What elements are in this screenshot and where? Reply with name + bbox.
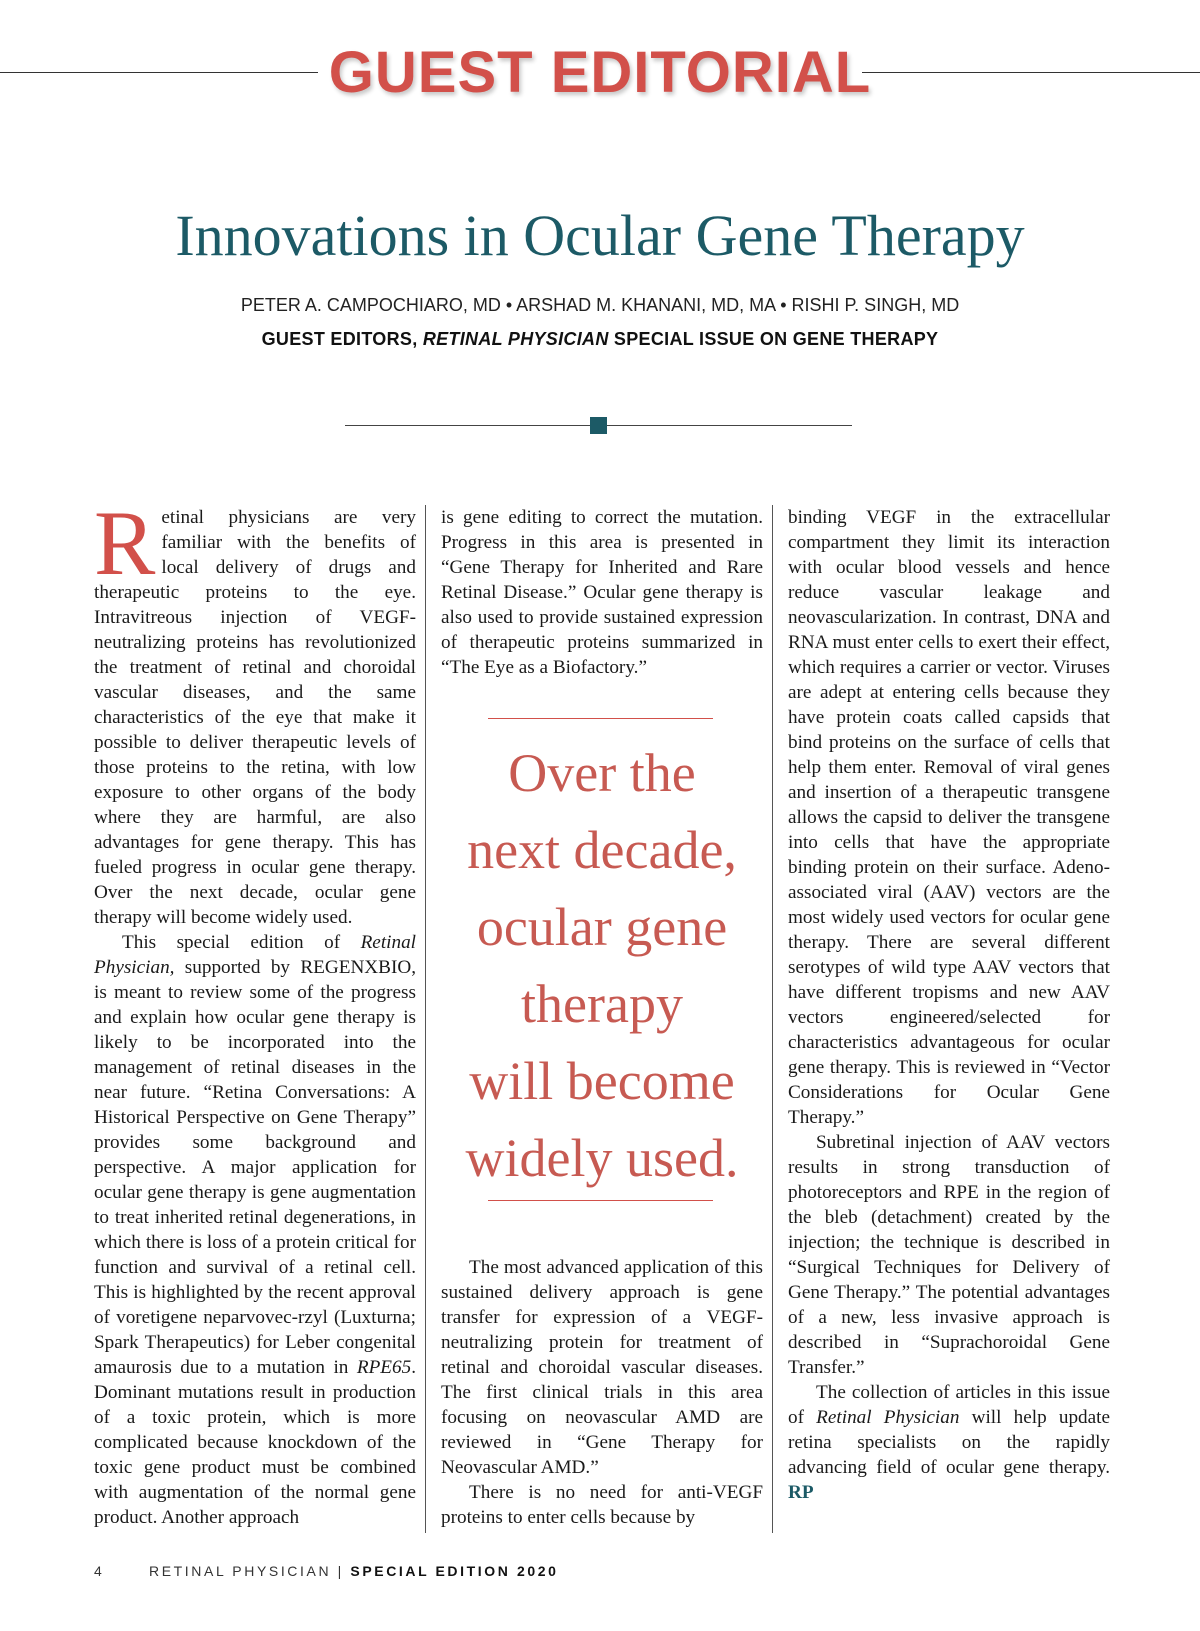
article-title: Innovations in Ocular Gene Therapy: [175, 203, 1025, 268]
section-label: GUEST EDITORIAL: [328, 40, 872, 105]
body-column-2-lower: [441, 1255, 763, 1530]
column-divider: [425, 505, 426, 1533]
column-divider: [772, 505, 773, 1533]
journal-name: Retinal Physician: [816, 1407, 960, 1428]
paragraph-text: . Dominant mutations result in production of a toxic protein, which is more complicated because knockdown of the toxic gene product must be combined with augmentation of the normal gene product. Another approach: [94, 1357, 416, 1528]
publication-footer: [149, 1563, 559, 1579]
body-column-2: [441, 505, 763, 680]
pull-quote-line: Over the: [508, 743, 696, 803]
end-mark: RP: [788, 1482, 814, 1503]
pull-quote: [441, 735, 763, 1197]
editors-prefix: GUEST EDITORS,: [261, 329, 423, 349]
journal-name: Retinal Physician,: [94, 932, 416, 978]
editors-suffix: SPECIAL ISSUE ON GENE THERAPY: [608, 329, 939, 349]
body-column-3: [788, 505, 1110, 1505]
pull-quote-rule-top: [488, 718, 713, 719]
gene-name: RPE65: [356, 1357, 412, 1378]
pull-quote-line: will become: [469, 1051, 735, 1111]
ornament-square: [590, 417, 607, 434]
pull-quote-line: next decade,: [467, 820, 737, 880]
ornament-line-right: [607, 425, 852, 426]
paragraph-continued: is gene editing to correct the mutation. Progress in this area is presented in “Gene Therapy for Inherited and Rare Retinal Disease.” Ocular gene therapy is also used to provide sustained expression of therapeutic proteins summarized in “The Eye as a Biofactory.”: [441, 507, 763, 678]
edition-label: SPECIAL EDITION 2020: [350, 1563, 559, 1579]
page-number: 4: [94, 1563, 102, 1579]
paragraph: Subretinal injection of AAV vectors results in strong transduction of photoreceptors and RPE in the region of the bleb (detachment) created by the injection; the technique is described in “Surgical Techniques for Delivery of Gene Therapy.” The potential advantages of a new, less invasive approach is described in “Suprachoroidal Gene Transfer.”: [788, 1132, 1110, 1378]
article-authors: PETER A. CAMPOCHIARO, MD • ARSHAD M. KHANANI, MD, MA • RISHI P. SINGH, MD: [240, 295, 960, 315]
publication-name: RETINAL PHYSICIAN |: [149, 1563, 351, 1579]
pull-quote-line: widely used.: [465, 1128, 739, 1188]
paragraph-text: will help update retina specialists on the rapidly advancing field of ocular gene therapy.: [788, 1407, 1111, 1478]
body-column-1: [94, 492, 416, 1530]
paragraph: The most advanced application of this sustained delivery approach is gene transfer for expression of a VEGF-neutralizing protein for treatment of retinal and choroidal vascular diseases. The first clinical trials in this area focusing on neovascular AMD are reviewed in “Gene Therapy for Neovascular AMD.”: [441, 1257, 763, 1478]
pull-quote-line: ocular gene: [476, 897, 728, 957]
paragraph-text: The collection of articles in this issue of: [788, 1382, 1110, 1428]
paragraph-continued: binding VEGF in the extracellular compartment they limit its interaction with ocular blood vessels and hence reduce vascular leakage and neovascularization. In contrast, DNA and RNA must enter cells to exert their effect, which requires a carrier or vector. Viruses are adept at entering cells because they have protein coats called capsids that bind proteins on the surface of cells that help them enter. Removal of viral genes and insertion of a therapeutic transgene allows the capsid to deliver the transgene into cells that have the appropriate binding protein on their surface. Adeno-associated viral (AAV) vectors are the most widely used vectors for ocular gene therapy. There are several different serotypes of wild type AAV vectors that have different tropisms and new AAV vectors engineered/selected for characteristics advantageous for ocular gene therapy. This is reviewed in “Vector Considerations for Ocular Gene Therapy.”: [788, 507, 1110, 1128]
drop-cap: R: [94, 492, 156, 594]
paragraph: [94, 930, 416, 1530]
paragraph-text: This special edition of: [122, 932, 361, 953]
paragraph-text: etinal physicians are very familiar with the benefits of local delivery of drugs and therapeutic proteins to the eye. Intravitreous injection of VEGF-neutralizing proteins has revolutionized the treatment of retinal and choroidal vascular diseases, and the same characteristics of the eye that make it possible to deliver therapeutic levels of those proteins to the retina, with low exposure to other organs of the body where they are harmful, are also advantages for gene therapy. This has fueled progress in ocular gene therapy. Over the next decade, ocular gene therapy will become widely used.: [94, 507, 416, 928]
guest-editors-line: [0, 329, 1200, 350]
paragraph-intro: [94, 492, 416, 930]
paragraph-text: supported by REGENXBIO, is meant to review some of the progress and explain how ocular gene therapy is likely to be incorporated into the management of retinal diseases in the near future. “Retina Conversations: A Historical Perspective on Gene Therapy” provides some background and perspective. A major application for ocular gene therapy is gene augmentation to treat inherited retinal degenerations, in which there is loss of a protein critical for function and survival of a retinal cell. This is highlighted by the recent approval of voretigene neparvovec-rzyl (Luxturna; Spark Therapeutics) for Leber congenital amaurosis due to a mutation in: [94, 957, 416, 1378]
paragraph: There is no need for anti-VEGF proteins to enter cells because by: [441, 1482, 763, 1528]
pull-quote-rule-bottom: [488, 1200, 713, 1201]
editors-publication: RETINAL PHYSICIAN: [422, 329, 609, 349]
ornament-line-left: [345, 425, 590, 426]
pull-quote-line: therapy: [521, 974, 683, 1034]
paragraph: [788, 1380, 1110, 1505]
